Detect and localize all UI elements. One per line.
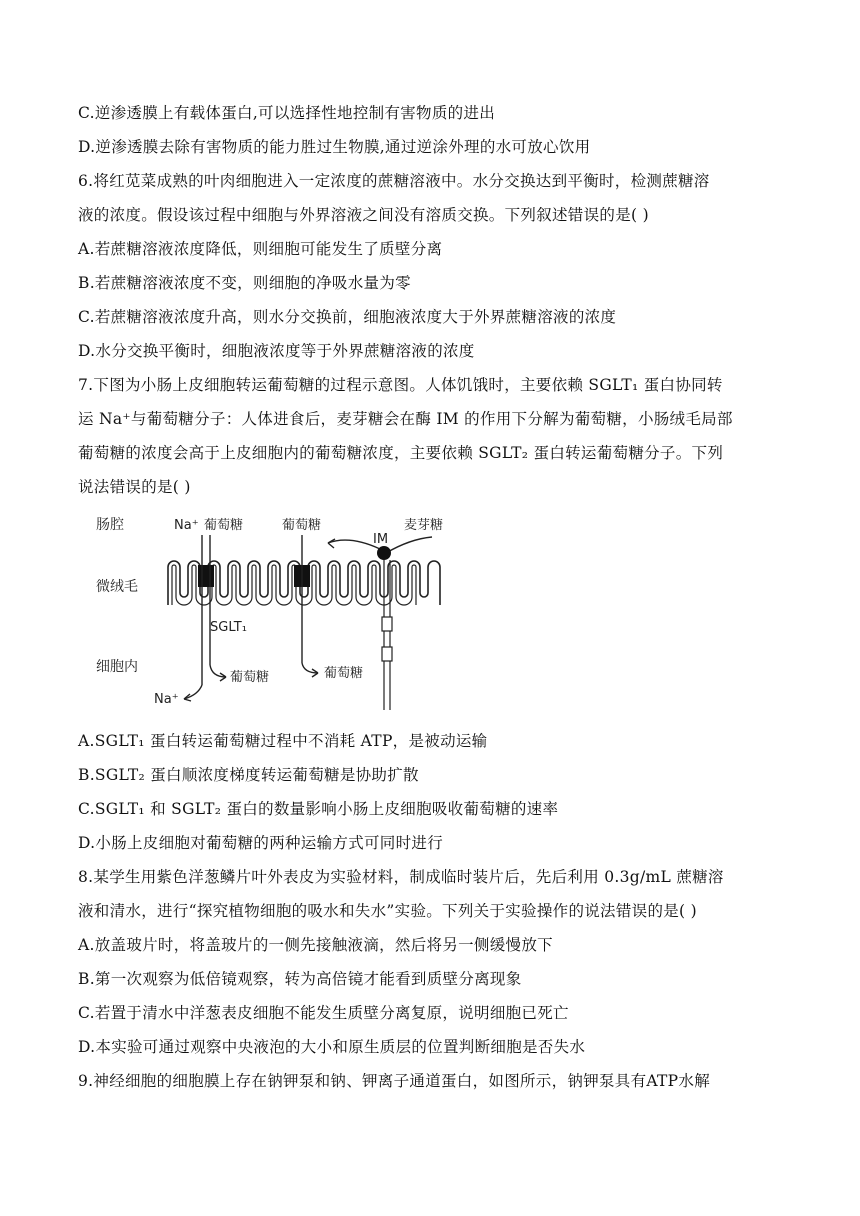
enzyme-im	[377, 546, 391, 560]
label-sglt1: SGLT₁	[210, 620, 247, 635]
glucose-transport-diagram	[80, 505, 510, 715]
maltose-arc	[386, 537, 432, 553]
label-inside: 细胞内	[96, 659, 138, 675]
sglt1-transporter	[198, 565, 214, 587]
q7-stem-line3: 葡萄糖的浓度会高于上皮细胞内的葡萄糖浓度，主要依赖 SGLT₂ 蛋白转运葡萄糖分子。下列	[78, 444, 724, 462]
label-glucose-bottom-2: 葡萄糖	[324, 666, 364, 681]
q8-option-b: B.第一次观察为低倍镜观察，转为高倍镜才能看到质壁分离现象	[78, 970, 522, 988]
label-maltose: 麦芽糖	[404, 518, 444, 533]
q5-option-d: D.逆渗透膜去除有害物质的能力胜过生物膜,通过逆涂外理的水可放心饮用	[78, 138, 591, 156]
q8-option-a: A.放盖玻片时，将盖玻片的一侧先接触液滴，然后将另一侧缓慢放下	[78, 936, 553, 954]
label-na-top: Na⁺	[174, 518, 199, 533]
q8-option-c: C.若置于清水中洋葱表皮细胞不能发生质壁分离复原，说明细胞已死亡	[78, 1004, 569, 1022]
q7-option-c: C.SGLT₁ 和 SGLT₂ 蛋白的数量影响小肠上皮细胞吸收葡萄糖的速率	[78, 800, 559, 818]
q7-option-d: D.小肠上皮细胞对葡萄糖的两种运输方式可同时进行	[78, 834, 444, 852]
q8-stem-line1: 8.某学生用紫色洋葱鳞片叶外表皮为实验材料，制成临时装片后，先后利用 0.3g/mL 蔗糖溶	[78, 868, 724, 886]
label-na-bottom: Na⁺	[154, 692, 179, 707]
q5-option-c: C.逆渗透膜上有载体蛋白,可以选择性地控制有害物质的进出	[78, 104, 496, 122]
maltose-arrowhead	[328, 539, 335, 548]
q8-option-d: D.本实验可通过观察中央液泡的大小和原生质层的位置判断细胞是否失水	[78, 1038, 586, 1056]
q6-option-d: D.水分交换平衡时，细胞液浓度等于外界蔗糖溶液的浓度	[78, 342, 475, 360]
q6-option-a: A.若蔗糖溶液浓度降低，则细胞可能发生了质壁分离	[78, 240, 443, 258]
label-lumen: 肠腔	[96, 517, 124, 533]
label-im: IM	[373, 532, 389, 547]
q6-option-c: C.若蔗糖溶液浓度升高，则水分交换前，细胞液浓度大于外界蔗糖溶液的浓度	[78, 308, 617, 326]
q7-stem-line2: 运 Na⁺与葡萄糖分子：人体进食后，麦芽糖会在酶 IM 的作用下分解为葡萄糖，小肠绒毛局部	[78, 410, 733, 428]
label-glucose-top-1: 葡萄糖	[204, 518, 244, 533]
label-glucose-top-2: 葡萄糖	[282, 518, 322, 533]
q7-option-b: B.SGLT₂ 蛋白顺浓度梯度转运葡萄糖是协助扩散	[78, 766, 419, 784]
q6-option-b: B.若蔗糖溶液浓度不变，则细胞的净吸水量为零	[78, 274, 411, 292]
q7-stem-line1: 7.下图为小肠上皮细胞转运葡萄糖的过程示意图。人体饥饿时，主要依赖 SGLT₁ 蛋白协同转	[78, 376, 723, 394]
label-microvilli: 微绒毛	[96, 579, 138, 595]
q9-stem-line1: 9.神经细胞的细胞膜上存在钠钾泵和钠、钾离子通道蛋白，如图所示，钠钾泵具有ATP水解	[78, 1072, 711, 1090]
q7-option-a: A.SGLT₁ 蛋白转运葡萄糖过程中不消耗 ATP，是被动运输	[78, 732, 488, 750]
im-stalk-segment-2	[382, 647, 392, 661]
q7-stem-line4: 说法错误的是( )	[78, 478, 191, 496]
label-glucose-bottom-1: 葡萄糖	[230, 670, 270, 685]
im-stalk-segment-1	[382, 617, 392, 631]
q6-stem-line2: 液的浓度。假设该过程中细胞与外界溶液之间没有溶质交换。下列叙述错误的是( )	[78, 206, 649, 224]
q8-stem-line2: 液和清水，进行“探究植物细胞的吸水和失水”实验。下列关于实验操作的说法错误的是( )	[78, 902, 697, 920]
q6-stem-line1: 6.将红苋菜成熟的叶肉细胞进入一定浓度的蔗糖溶液中。水分交换达到平衡时，检测蔗糖溶	[78, 172, 710, 190]
